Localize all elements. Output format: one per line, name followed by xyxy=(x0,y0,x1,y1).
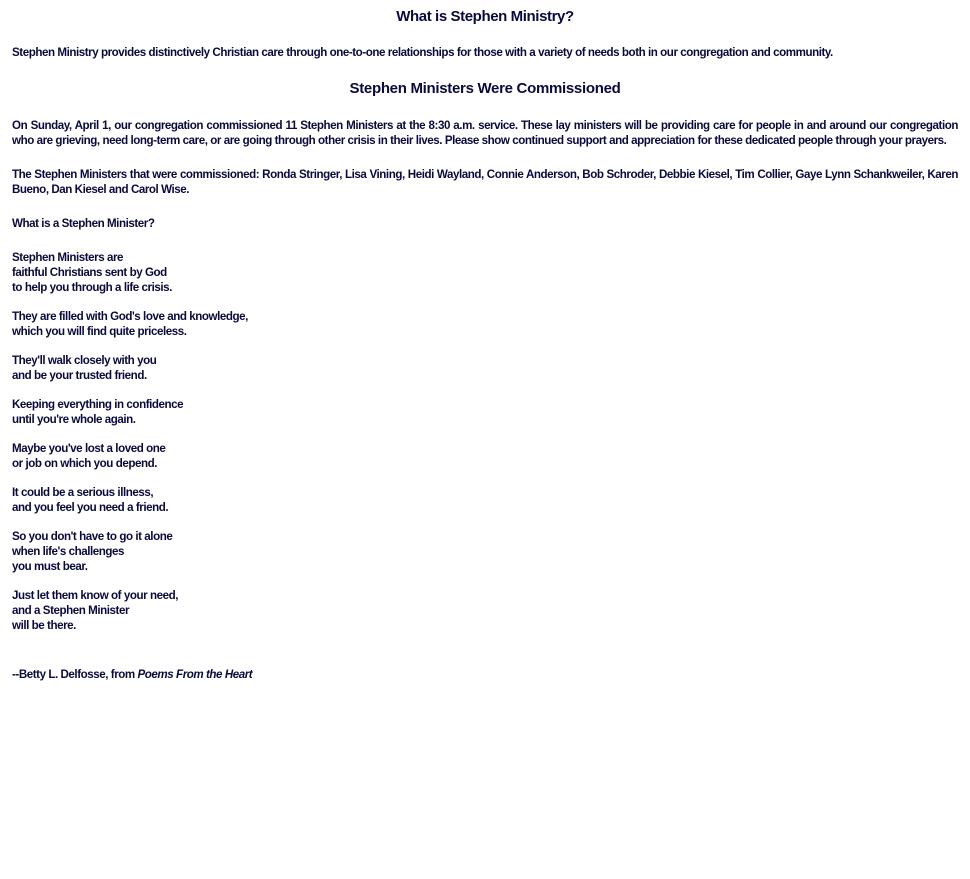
poem-stanza xyxy=(12,485,958,515)
question-heading: What is a Stephen Minister? xyxy=(12,217,155,230)
poem-line: and a Stephen Minister xyxy=(12,604,130,617)
poem-stanza xyxy=(12,529,958,574)
poem-attribution xyxy=(12,667,958,682)
poem-line: which you will find quite priceless. xyxy=(12,325,187,338)
poem-stanza xyxy=(12,588,958,633)
poem-stanza xyxy=(12,441,958,471)
poem-line: It could be a serious illness, xyxy=(12,486,154,499)
poem-line: They are filled with God's love and knowledge, xyxy=(12,310,248,323)
poem-line: Keeping everything in confidence xyxy=(12,398,184,411)
poem-stanza xyxy=(12,353,958,383)
poem-line: and you feel you need a friend. xyxy=(12,501,169,514)
poem-line: Maybe you've lost a loved one xyxy=(12,442,166,455)
intro-paragraph: Stephen Ministry provides distinctively Christian care through one-to-one relationships for those with a variety of needs both in our congregation and community. xyxy=(12,46,833,59)
poem-line: They'll walk closely with you xyxy=(12,354,157,367)
poem-line: Stephen Ministers are xyxy=(12,251,124,264)
poem-line: and be your trusted friend. xyxy=(12,369,147,382)
attribution-book-title: Poems From the Heart xyxy=(137,668,253,681)
poem-line: you must bear. xyxy=(12,560,88,573)
commissioning-paragraph: On Sunday, April 1, our congregation commissioned 11 Stephen Ministers at the 8:30 a.m. service. These lay ministers will be providing care for people in and around our congregation who are grieving, need long-term care, or are going through other crisis in their lives. Please show continued support and appreciation for these dedicated people through your prayers. xyxy=(12,119,958,147)
poem-line: to help you through a life crisis. xyxy=(12,281,172,294)
ministers-list-paragraph: The Stephen Ministers that were commissioned: Ronda Stringer, Lisa Vining, Heidi Wayland, Connie Anderson, Bob Schroder, Debbie Kiesel, Tim Collier, Gaye Lynn Schankweiler, Karen Bueno, Dan Kiesel and Carol Wise. xyxy=(12,168,958,196)
poem-line: will be there. xyxy=(12,619,76,632)
poem-line: when life's challenges xyxy=(12,545,125,558)
poem-stanza xyxy=(12,250,958,295)
page-title: What is Stephen Ministry? xyxy=(396,8,574,25)
poem-line: or job on which you depend. xyxy=(12,457,158,470)
attribution-author: --Betty L. Delfosse, from xyxy=(12,668,138,681)
poem-stanza xyxy=(12,397,958,427)
section-title: Stephen Ministers Were Commissioned xyxy=(349,80,621,97)
poem xyxy=(12,250,958,633)
poem-line: until you're whole again. xyxy=(12,413,136,426)
poem-line: So you don't have to go it alone xyxy=(12,530,173,543)
poem-stanza xyxy=(12,309,958,339)
poem-line: faithful Christians sent by God xyxy=(12,266,167,279)
poem-line: Just let them know of your need, xyxy=(12,589,178,602)
